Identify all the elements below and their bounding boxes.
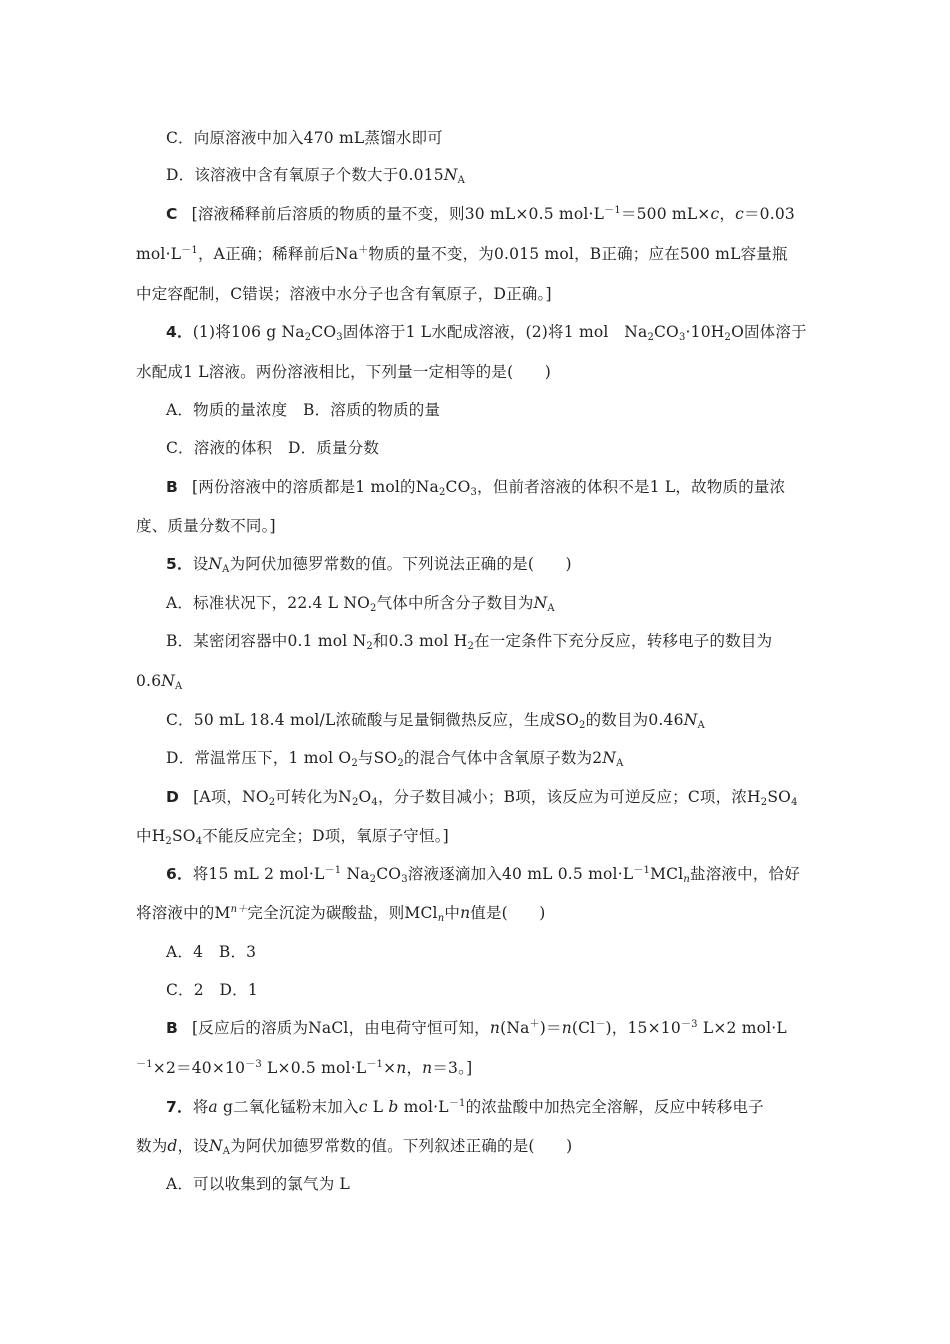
q4-explanation-line-2: 度、质量分数不同。] [136,517,276,535]
q6-explanation-line-1: B [反应后的溶质为NaCl，由电荷守恒可知，n(Na＋)＝n(Cl－)，$15\times 10^{-3}$ L×2 mol·L [166,1019,787,1037]
q7-option-a: A．可以收集到的氯气为 L [166,1175,351,1193]
q4-options-ab: A．物质的量浓度 B．溶质的物质的量 [166,401,441,419]
q4-stem-line-2: 水配成1 L溶液。两份溶液相比，下列量一定相等的是( ) [136,363,551,381]
q5-option-a: A．标准状况下，22.4 L $NO_2$气体中所含分子数目为$N_A$ [166,594,555,614]
q6-stem-line-1: 6．将15 mL 2 $mol\cdot L^{-1}$ $Na_2CO_3$溶液逐滴加入40 mL 0.5 $mol\cdot L^{-1}MCl_n$盐溶液中，恰好 [166,865,800,885]
q3-explanation-line-2: $mol\cdot L^{-1}$，A正确；稀释前后Na＋物质的量不变，为0.015 mol，B正确；应在500 mL容量瓶 [136,245,788,263]
q3-explanation-line-1: C [溶液稀释前后溶质的物质的量不变，则30 mL×0.5 $mol\cdot L^{-1}=500$ mL×c，c＝0.03 [166,205,795,223]
q5-option-b-line-1: B．某密闭容器中0.1 mol $N_2$和0.3 mol $H_2$在一定条件下充分反应，转移电子的数目为 [166,632,773,652]
q3-option-d: D．该溶液中含有氧原子个数大于$0.015N_A$ [166,166,465,186]
q5-explanation-line-2: 中$H_2SO_4$不能反应完全；D项，氧原子守恒。] [136,827,449,847]
q4-answer-letter: B [166,478,179,496]
q5-option-d: D．常温常压下，1 mol $O_2$与$SO_2$的混合气体中含氧原子数为$2N_A$ [166,749,624,769]
q3-answer-letter: C [166,205,178,223]
q6-stem-line-2: 将溶液中的$M^{n+}$完全沉淀为碳酸盐，则MCl$_n$中n值是( ) [136,904,546,924]
q6-options-cd: C．2 D．1 [166,981,258,999]
q5-answer-letter: D [166,788,180,806]
q7-stem-line-2: 数为d，设$N_A$为阿伏加德罗常数的值。下列叙述正确的是( ) [136,1137,573,1157]
q6-answer-letter: B [166,1019,179,1037]
q6-options-ab: A．4 B．3 [166,943,257,961]
q5-stem: 5．设$N_A$为阿伏加德罗常数的值。下列说法正确的是( ) [166,555,572,575]
q5-option-c: C．50 mL 18.4 mol/L浓硫酸与足量铜微热反应，生成$SO_2$的数目为$0.46N_A$ [166,711,705,731]
q5-explanation-line-1: D [A项，$NO_2$可转化为$N_2O_4$，分子数目减小；B项，该反应为可逆反应；C项，浓$H_2SO_4$ [166,788,798,808]
q3-option-c: C．向原溶液中加入470 mL蒸馏水即可 [166,129,443,147]
q4-explanation-line-1: B [两份溶液中的溶质都是1 mol的$Na_2CO_3$，但前者溶液的体积不是1 L，故物质的量浓 [166,478,786,498]
q7-stem-line-1: 7．将a g二氧化锰粉末加入c L b $mol\cdot L^{-1}$的浓盐酸中加热完全溶解，反应中转移电子 [166,1098,764,1116]
q3-explanation-line-3: 中定容配制，C错误；溶液中水分子也含有氧原子，D正确。] [136,285,552,303]
q4-options-cd: C．溶液的体积 D．质量分数 [166,439,380,457]
q5-option-b-line-2: $0.6N_A$ [136,672,183,692]
q6-explanation-line-2: $^{-1}\times 2=40\times 10^{-3}$ L×0.5 $mol\cdot L^{-1}\times n$，n＝3。] [136,1059,473,1077]
q4-stem-line-1: 4．(1)将106 g $Na_2CO_3$固体溶于1 L水配成溶液，(2)将1 mol $Na_2CO_3\cdot 10H_2O$固体溶于 [166,323,807,343]
